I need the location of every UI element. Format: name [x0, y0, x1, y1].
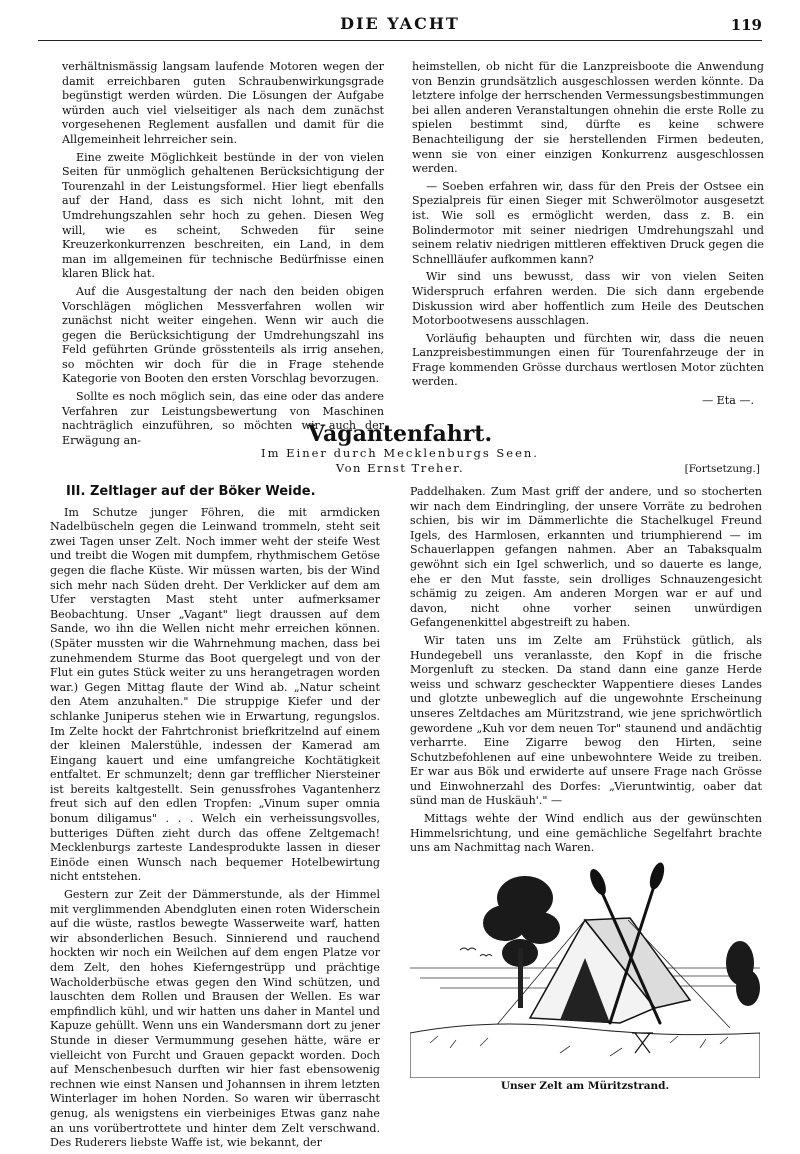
page-number: 119	[730, 16, 762, 34]
bottom-left-column	[50, 485, 380, 1154]
paragraph: Gestern zur Zeit der Dämmerstunde, als der Himmel mit verglimmenden Abendgluten einen roten Widerschein auf die wüste, rastlos bewegte Wasserweite warf, hatten wir absonderlichen Besuch. Sinnierend und rauchend hockten wir noch ein Weilchen auf dem engen Platze vor dem Zelt, den hohes Kieferngestrüpp und prächtige Wacholderbüsche etwas gegen den Wind schützen, und lauschten dem Rollen und Brausen der Wellen. Es war empfindlich kühl, und wir hatten uns daher in Mantel und Kapuze gehüllt. Wenn uns ein Wandersmann dort zu jener Stunde in dieser Vermummung gesehen hätte, wäre er vielleicht von Furcht und Grauen gepackt worden. Doch auf Menschenbesuch durften wir hier fast ebensowenig rechnen wie einst Nansen und Johannsen in ihrem letzten Winterlager im hohen Norden. So waren wir überrascht genug, als wenigstens ein vierbeiniges Etwas ganz nahe an uns vorübertrottete und hinter dem Zelt verschwand. Des Ruderers liebste Waffe ist, wie bekannt, der	[50, 888, 380, 1150]
paragraph: Mittags wehte der Wind endlich aus der gewünschten Himmelsrichtung, und eine gemächliche Segelfahrt brachte uns am Nachmittag nach Waren.	[410, 812, 762, 855]
paragraph: Wir taten uns im Zelte am Frühstück gütlich, als Hundegebell uns veranlasste, den Kopf in die frische Morgenluft zu stecken. Da stand dann eine ganze Herde weiss und schwarz gescheckter Wappentiere dieses Landes und glotzte unbeweglich auf die ungewohnte Erscheinung unseres Zeltdaches am Müritzstrand, wie jene sprichwörtlich gewordene „Kuh vor dem neuen Tor" staunend und andächtig verharrte. Eine Zigarre bewog den Hirten, seine Schutzbefohlenen auf eine unbewohntere Weide zu treiben. Er war aus Bök und erwiderte auf unsere Frage nach Grösse und Einwohnerzahl des Dorfes: „Vieruntwintig, oaber dat sünd man de Huskäuh'." —	[410, 633, 762, 808]
bottom-right-column	[410, 485, 762, 859]
paragraph: Wir sind uns bewusst, dass wir von vielen Seiten Widerspruch erfahren werden. Die sich dann ergebende Diskussion wird aber hoffentlich zum Heile des Deutschen Motorbootwesens ausschlagen.	[412, 270, 764, 328]
paragraph: Vorläufig behaupten und fürchten wir, dass die neuen Lanzpreisbestimmungen einen für Tourenfahrzeuge der in Frage kommenden Grösse durchaus wertlosen Motor züchten werden.	[412, 331, 764, 389]
paragraph: Sollte es noch möglich sein, das eine oder das andere Verfahren zur Leistungsbewertung von Maschinen nachträglich einzuführen, so möchten wir auch der Erwägung an-	[62, 390, 384, 447]
tent-illustration	[410, 858, 760, 1078]
header-rule	[38, 40, 762, 41]
article-title: Vagantenfahrt.	[307, 421, 493, 447]
author-signature: — Eta —.	[702, 394, 754, 408]
paragraph: Auf die Ausgestaltung der nach den beiden obigen Vorschlägen möglichen Messverfahren wollen wir zunächst nicht weiter eingehen. Wenn wir auch die gegen die Berücksichtigung der Umdrehungszahl ins Feld geführten Gründe grösstenteils als irrig ansehen, so möchten wir doch für die in Frage stehende Kategorie von Booten den ersten Vorschlag bevorzugen.	[62, 284, 384, 386]
top-right-column	[412, 60, 764, 409]
article-subtitle: Im Einer durch Mecklenburgs Seen.	[261, 446, 539, 460]
top-left-column	[62, 60, 384, 451]
figure-caption: Unser Zelt am Müritzstrand.	[500, 1080, 670, 1092]
journal-title: DIE YACHT	[340, 14, 460, 33]
section-heading: III. Zeltlager auf der Böker Weide.	[66, 484, 316, 499]
paragraph: Im Schutze junger Föhren, die mit armdicken Nadelbüscheln gegen die Leinwand trommeln, steht seit zwei Tagen unser Zelt. Noch immer weht der steife West und treibt die Wogen mit dumpfem, rhythmischem Getöse gegen die flache Küste. Wir müssen warten, bis der Wind sich mehr nach Süden dreht. Der Verklicker auf dem am Ufer verstagten Mast steht unter aufmerksamer Beobachtung. Unser „Vagant" liegt draussen auf dem Sande, wo ihn die Wellen nicht mehr erreichen können. (Später mussten wir die Wahrnehmung machen, dass bei zunehmendem Sturme das Boot quergelegt und von der Flut ein gutes Stück weiter zu uns herangetragen worden war.) Gegen Mittag flaute der Wind ab. „Natur scheint den Atem anzuhalten." Die struppige Kiefer und der schlanke Juniperus stehen wie in Erwartung, regungslos. Im Zelte hockt der Fahrtchronist briefkritzelnd auf einem der kleinen Malerstühle, indessen der Kamerad am Eingang kauert und eine umfangreiche Kochtätigkeit entfaltet. Er schmunzelt; denn gar trefflicher Niersteiner ist bereits kaltgestellt. Sein genussfrohes Vagantenherz freut sich auf den edlen Tropfen: „Vinum super omnia bonum diligamus" . . . Welch ein verheissungsvolles, butteriges Düften zieht durch das offene Zeltgemach! Mecklenburgs zarteste Landesprodukte lassen in dieser Einöde einen Wunsch nach bequemer Hotelbewirtung nicht entstehen.	[50, 505, 380, 884]
paragraph: verhältnismässig langsam laufende Motoren wegen der damit erreichbaren guten Schraubenwirkungsgrade begünstigt werden würden. Die Lösungen der Aufgabe würden auch viel vielseitiger als nach dem zunächst vorgesehenen Reglement ausfallen und damit für die Allgemeinheit lehrreicher sein.	[62, 60, 384, 146]
paragraph: Eine zweite Möglichkeit bestünde in der von vielen Seiten für unmöglich gehaltenen Berücksichtigung der Tourenzahl in der Leistungsformel. Hier liegt ebenfalls auf der Hand, dass es sich nicht lohnt, mit den Umdrehungszahlen sehr hoch zu gehen. Diesen Weg will, wie es scheint, Schweden für seine Kreuzerkonkurrenzen beschreiten, ein Land, in dem man im allgemeinen für technische Bedürfnisse einen klaren Blick hat.	[62, 150, 384, 281]
continuation-note: [Fortsetzung.]	[684, 463, 760, 475]
paragraph: Paddelhaken. Zum Mast griff der andere, und so stocherten wir nach dem Eindringling, der unsere Vorräte zu bedrohen schien, bis wir im Dämmerlichte die Stachelkugel Freund Igels, des Harmlosen, erkannten und triumphierend — im Schauerlappen gefangen nahmen. Aber an Tabaksqualm gewöhnt sich ein Igel schwerlich, und so dauerte es lange, ehe er den Mut fasste, sein drolliges Schnauzengesicht schämig zu zeigen. Am anderen Morgen war er auf und davon, nicht ohne vorher seinen unwürdigen Gefangenenkittel abgestreift zu haben.	[410, 485, 762, 630]
paragraph: — Soeben erfahren wir, dass für den Preis der Ostsee ein Spezialpreis für einen Sieger mit Schwerölmotor ausgesetzt ist. Wie soll es ermöglicht werden, dass z. B. ein Bolindermotor mit seiner niedrigen Umdrehungszahl und seinem relativ niedrigen mittleren effektiven Druck gegen die Schnellläufer aufkommen kann?	[412, 179, 764, 266]
article-byline: Von Ernst Treher.	[335, 461, 465, 475]
paragraph: heimstellen, ob nicht für die Lanzpreisboote die Anwendung von Benzin grundsätzlich ausgeschlossen werden könnte. Da letztere infolge der herrschenden Vermessungsbestimmungen bei allen anderen Veranstaltungen ohnehin die erste Rolle zu spielen bestimmt sind, dürfte es keine schwere Benachteiligung der sie herstellenden Firmen bedeuten, wenn sie von einer einzigen Konkurrenz ausgeschlossen werden.	[412, 60, 764, 176]
